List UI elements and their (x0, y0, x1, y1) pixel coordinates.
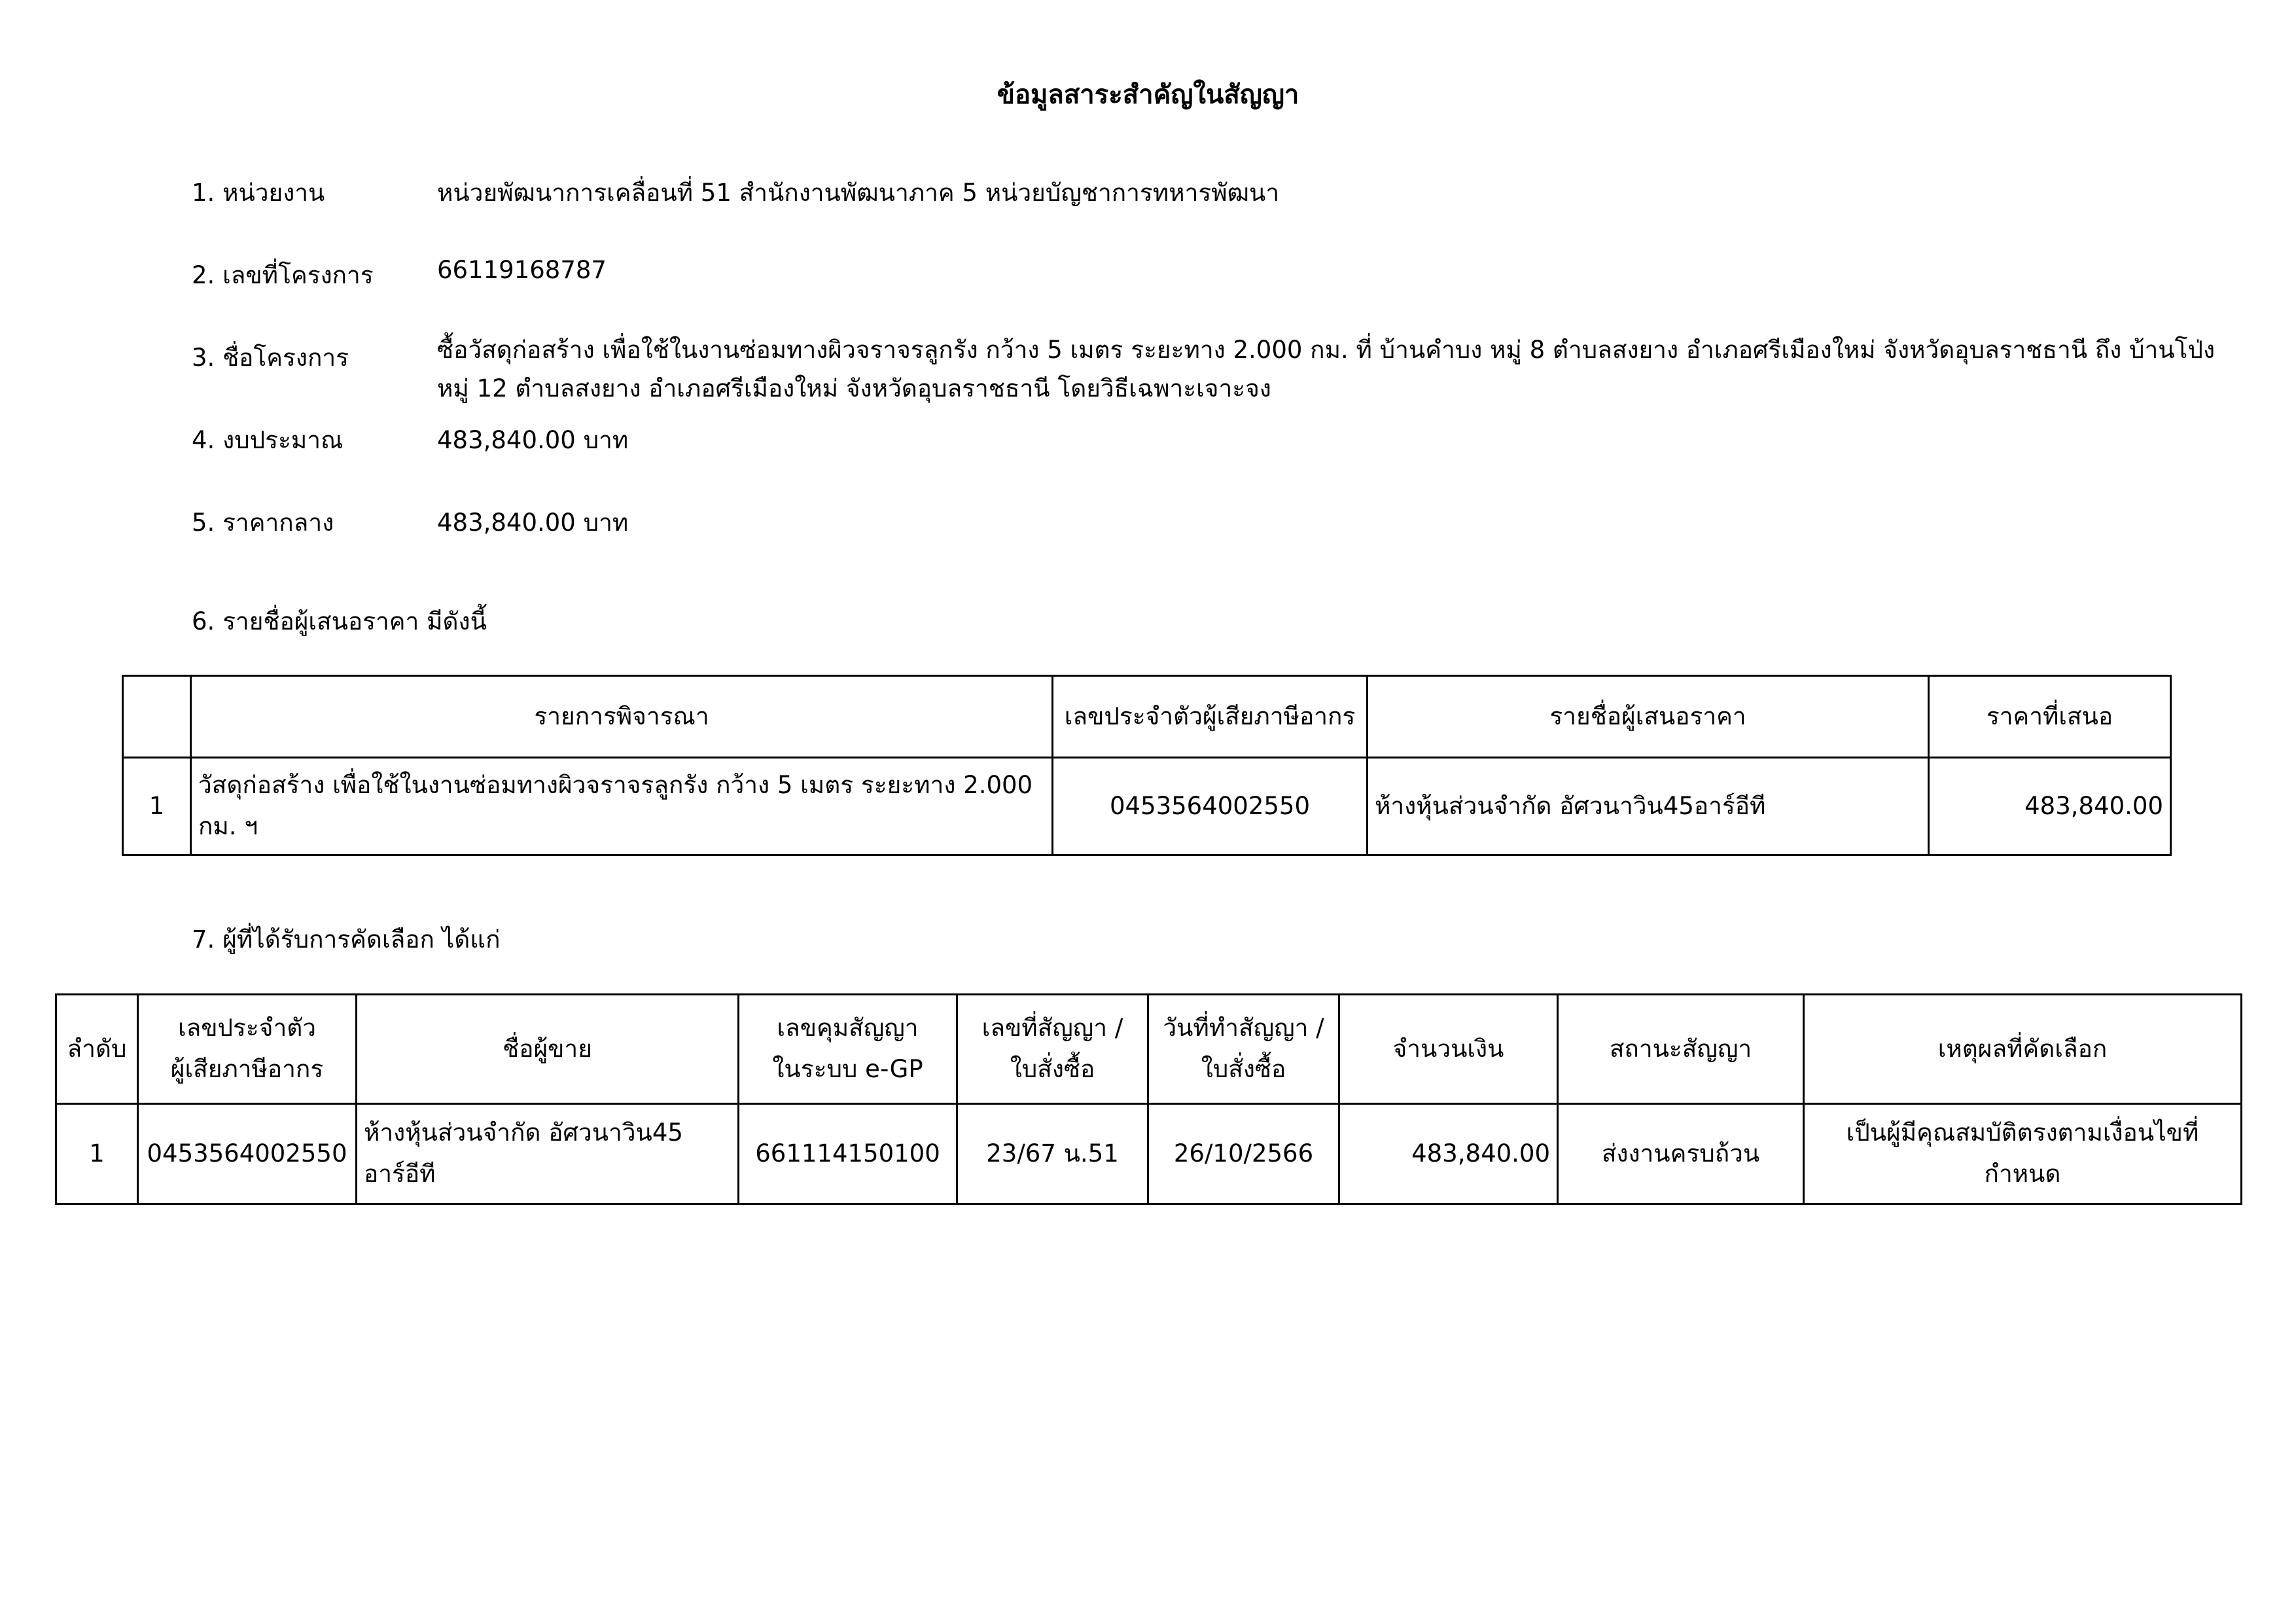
bidder-name: ห้างหุ้นส่วนจำกัด อัศวนาวิน45อาร์อีที (1368, 758, 1929, 855)
field-label-budget: 4. งบประมาณ (192, 426, 344, 454)
amount: 483,840.00 (1339, 1104, 1558, 1204)
row-number: 1 (56, 1104, 138, 1204)
field-label-project-name: 3. ชื่อโครงการ (192, 344, 349, 372)
field-value-budget: 483,840.00 บาท (437, 426, 629, 454)
header-cell: รายการพิจารณา (191, 676, 1053, 758)
tax-id: 0453564002550 (1053, 758, 1368, 855)
bidders-header-row (123, 676, 2171, 758)
header-cell: ลำดับ (56, 995, 138, 1104)
field-value-median-price: 483,840.00 บาท (437, 508, 629, 537)
field-value-project-number: 66119168787 (437, 256, 607, 284)
field-label-project-number: 2. เลขที่โครงการ (192, 261, 374, 289)
document-title: ข้อมูลสาระสำคัญในสัญญา (997, 80, 1299, 110)
header-cell (123, 676, 191, 758)
field-label-agency: 1. หน่วยงาน (192, 179, 325, 207)
winners-header-row (56, 995, 2242, 1104)
offered-price: 483,840.00 (1929, 758, 2171, 855)
header-cell: วันที่ทำสัญญา / ใบสั่งซื้อ (1148, 995, 1339, 1104)
bidders-table (122, 675, 2172, 856)
winners-table (55, 993, 2242, 1205)
field-value-agency: หน่วยพัฒนาการเคลื่อนที่ 51 สำนักงานพัฒนาภาค 5 หน่วยบัญชาการทหารพัฒนา (437, 179, 1280, 207)
field-label-median-price: 5. ราคากลาง (192, 508, 334, 537)
header-cell: รายชื่อผู้เสนอราคา (1368, 676, 1929, 758)
selection-reason: เป็นผู้มีคุณสมบัติตรงตามเงื่อนไขที่กำหนด (1804, 1104, 2242, 1204)
tax-id: 0453564002550 (138, 1104, 357, 1204)
contract-number: 23/67 น.51 (957, 1104, 1148, 1204)
header-cell: เหตุผลที่คัดเลือก (1804, 995, 2242, 1104)
row-number: 1 (123, 758, 191, 855)
header-cell: เลขที่สัญญา / ใบสั่งซื้อ (957, 995, 1148, 1104)
seller-name: ห้างหุ้นส่วนจำกัด อัศวนาวิน45 อาร์อีที (357, 1104, 739, 1204)
header-cell: เลขประจำตัว ผู้เสียภาษีอากร (138, 995, 357, 1104)
item-description: วัสดุก่อสร้าง เพื่อใช้ในงานซ่อมทางผิวจราจรลูกรัง กว้าง 5 เมตร ระยะทาง 2.000 กม. ฯ (191, 758, 1053, 855)
contract-status: ส่งงานครบถ้วน (1558, 1104, 1804, 1204)
table-row (56, 1104, 2242, 1204)
header-cell: ชื่อผู้ขาย (357, 995, 739, 1104)
header-cell: เลขคุมสัญญา ในระบบ e-GP (739, 995, 957, 1104)
contract-date: 26/10/2566 (1148, 1104, 1339, 1204)
winners-heading: 7. ผู้ที่ได้รับการคัดเลือก ได้แก่ (192, 925, 501, 954)
field-value-project-name: ซื้อวัสดุก่อสร้าง เพื่อใช้ในงานซ่อมทางผิวจราจรลูกรัง กว้าง 5 เมตร ระยะทาง 2.000 กม. ที่ บ้านคำบง หมู่ 8 ตำบลสงยาง อำเภอศรีเมืองใหม่ จังหวัดอุบลราชธานี ถึง บ้านโป่ง หมู่ 12 ตำบลสงยาง อำเภอศรีเมืองใหม่ จังหวัดอุบลราชธานี โดยวิธีเฉพาะเจาะจง (437, 336, 2216, 403)
header-cell: สถานะสัญญา (1558, 995, 1804, 1104)
egp-contract-number: 661114150100 (739, 1104, 957, 1204)
header-cell: จำนวนเงิน (1339, 995, 1558, 1104)
header-cell: ราคาที่เสนอ (1929, 676, 2171, 758)
table-row (123, 758, 2171, 855)
header-cell: เลขประจำตัวผู้เสียภาษีอากร (1053, 676, 1368, 758)
bidders-heading: 6. รายชื่อผู้เสนอราคา มีดังนี้ (192, 607, 487, 635)
